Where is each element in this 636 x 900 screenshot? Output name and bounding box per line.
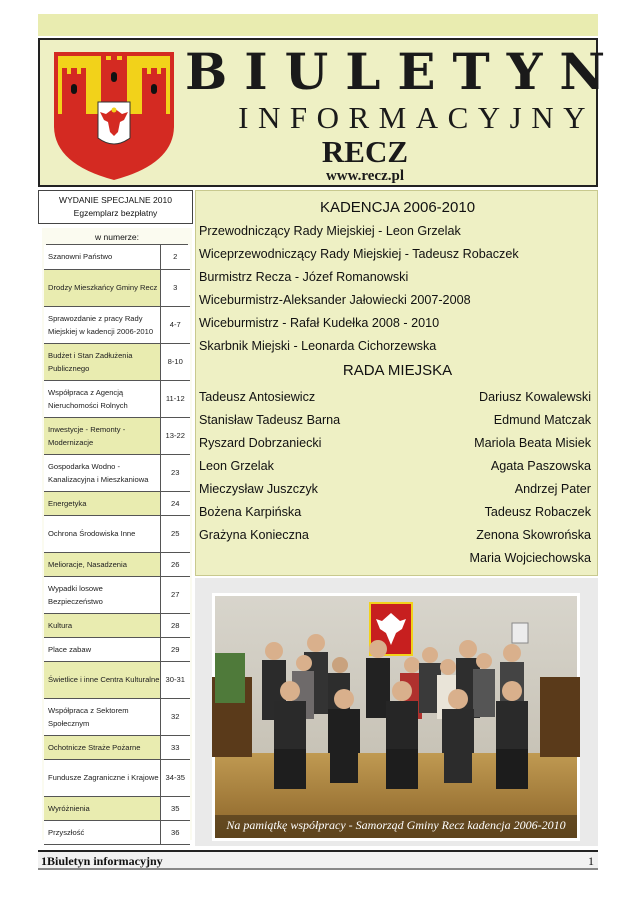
page-number: 1 <box>588 854 594 868</box>
toc-row[interactable] <box>44 306 190 343</box>
toc-item-title: Szanowni Państwo <box>44 245 160 269</box>
toc-item-title: Fundusze Zagraniczne i Krajowe <box>44 759 160 796</box>
toc-row[interactable] <box>44 576 190 613</box>
toc-item-page: 2 <box>160 245 190 269</box>
toc-item-page: 25 <box>160 515 190 552</box>
photo-frame <box>195 578 598 846</box>
council-member: Mariola Beata Misiek <box>474 436 591 450</box>
toc-item-title: Inwestycje - Remonty - Modernizacje <box>44 417 160 454</box>
toc-item-title: Współpraca z Agencją Nieruchomości Rolnych <box>44 380 160 417</box>
toc-row[interactable] <box>44 796 190 820</box>
toc-item-title: Kultura <box>44 613 160 637</box>
toc-item-page: 30-31 <box>160 661 190 698</box>
top-strip <box>38 14 598 36</box>
bulletin-subtitle: INFORMACYJNY <box>238 100 595 135</box>
kadencja-panel <box>195 190 598 576</box>
role-line: Przewodniczący Rady Miejskiej - Leon Grzelak <box>199 224 461 238</box>
toc-item-title: Energetyka <box>44 491 160 515</box>
council-member: Ryszard Dobrzaniecki <box>199 436 322 450</box>
toc-item-page: 8-10 <box>160 343 190 380</box>
council-member: Bożena Karpińska <box>199 505 302 519</box>
toc-item-page: 28 <box>160 613 190 637</box>
toc-item-page: 35 <box>160 796 190 820</box>
masthead <box>38 38 623 187</box>
toc-row[interactable] <box>44 820 190 844</box>
toc-row[interactable] <box>44 698 190 735</box>
council-member: Tadeusz Antosiewicz <box>199 390 316 404</box>
toc-item-title: Świetlice i inne Centra Kulturalne <box>44 661 160 698</box>
toc-item-page: 29 <box>160 637 190 661</box>
website-link[interactable]: www.recz.pl <box>325 168 405 184</box>
toc-item-title: Gospodarka Wodno - Kanalizacyjna i Mieszkaniowa <box>44 454 160 491</box>
toc-item-title: Wypadki losowe Bezpieczeństwo <box>44 576 160 613</box>
toc-item-title: Place zabaw <box>44 637 160 661</box>
toc-item-title: Ochrona Środowiska Inne <box>44 515 160 552</box>
toc-row[interactable] <box>44 454 190 491</box>
council-member: Edmund Matczak <box>493 413 591 427</box>
council-member: Grażyna Konieczna <box>199 528 309 542</box>
toc-item-page: 27 <box>160 576 190 613</box>
role-line: Skarbnik Miejski - Leonarda Cichorzewska <box>199 339 437 353</box>
toc-row[interactable] <box>44 245 190 269</box>
sidebar <box>38 190 193 845</box>
toc-item-page: 24 <box>160 491 190 515</box>
toc-heading: w numerze: <box>46 228 188 245</box>
toc-item-title: Sprawozdanie z pracy Rady Miejskiej w kadencji 2006-2010 <box>44 306 160 343</box>
toc-row[interactable] <box>44 637 190 661</box>
toc-item-page: 34-35 <box>160 759 190 796</box>
toc-item-page: 4-7 <box>160 306 190 343</box>
toc-item-page: 36 <box>160 820 190 844</box>
edition-label: WYDANIE SPECJALNE 2010 <box>59 195 172 205</box>
role-line: Wiceburmistrz-Aleksander Jałowiecki 2007-2008 <box>199 293 471 307</box>
council-member: Maria Wojciechowska <box>469 551 591 565</box>
toc-item-page: 23 <box>160 454 190 491</box>
toc-item-page: 11-12 <box>160 380 190 417</box>
toc-item-title: Wyróżnienia <box>44 796 160 820</box>
toc-item-title: Przyszłość <box>44 820 160 844</box>
toc-item-page: 26 <box>160 552 190 576</box>
toc-row[interactable] <box>44 735 190 759</box>
council-member: Andrzej Pater <box>514 482 591 496</box>
footer-title: 1Biuletyn informacyjny <box>41 854 163 868</box>
toc-row[interactable] <box>44 343 190 380</box>
toc-item-title: Budżet i Stan Zadłużenia Publicznego <box>44 343 160 380</box>
free-copy-label: Egzemplarz bezpłatny <box>73 208 158 218</box>
council-member: Leon Grzelak <box>199 459 274 473</box>
toc-row[interactable] <box>44 613 190 637</box>
council-member: Zenona Skowrońska <box>476 528 591 542</box>
toc-row[interactable] <box>44 661 190 698</box>
coat-of-arms-icon <box>54 52 174 180</box>
toc-item-title: Melioracje, Nasadzenia <box>44 552 160 576</box>
rada-title: RADA MIEJSKA <box>342 362 453 379</box>
bulletin-title: BIULETYN <box>185 42 623 101</box>
toc-row[interactable] <box>44 759 190 796</box>
toc-row[interactable] <box>44 515 190 552</box>
toc-row[interactable] <box>44 417 190 454</box>
toc-row[interactable] <box>44 552 190 576</box>
role-line: Wiceprzewodniczący Rady Miejskiej - Tadeusz Robaczek <box>199 247 519 261</box>
toc-item-page: 3 <box>160 269 190 306</box>
town-name: RECZ <box>321 134 409 169</box>
toc-item-title: Drodzy Mieszkańcy Gminy Recz <box>44 269 160 306</box>
toc-item-title: Ochotnicze Straże Pożarne <box>44 735 160 759</box>
role-line: Wiceburmistrz - Rafał Kudełka 2008 - 2010 <box>199 316 440 330</box>
council-member: Stanisław Tadeusz Barna <box>199 413 341 427</box>
edition-box <box>38 190 193 224</box>
page-footer <box>38 850 598 870</box>
toc-item-page: 13-22 <box>160 417 190 454</box>
role-line: Burmistrz Recza - Józef Romanowski <box>199 270 409 284</box>
council-member: Dariusz Kowalewski <box>479 390 591 404</box>
kadencja-title: KADENCJA 2006-2010 <box>319 199 476 216</box>
toc-item-page: 32 <box>160 698 190 735</box>
toc-item-page: 33 <box>160 735 190 759</box>
toc-row[interactable] <box>44 380 190 417</box>
council-member: Mieczysław Juszczyk <box>199 482 318 496</box>
photo-caption: Na pamiątkę współpracy - Samorząd Gminy Recz kadencja 2006-2010 <box>226 818 566 832</box>
table-of-contents <box>42 228 192 840</box>
toc-row[interactable] <box>44 269 190 306</box>
toc-item-title: Współpraca z Sektorem Społecznym <box>44 698 160 735</box>
council-member: Tadeusz Robaczek <box>484 505 591 519</box>
group-photo <box>212 593 580 841</box>
council-member: Agata Paszowska <box>490 459 591 473</box>
toc-table <box>44 245 190 845</box>
toc-row[interactable] <box>44 491 190 515</box>
